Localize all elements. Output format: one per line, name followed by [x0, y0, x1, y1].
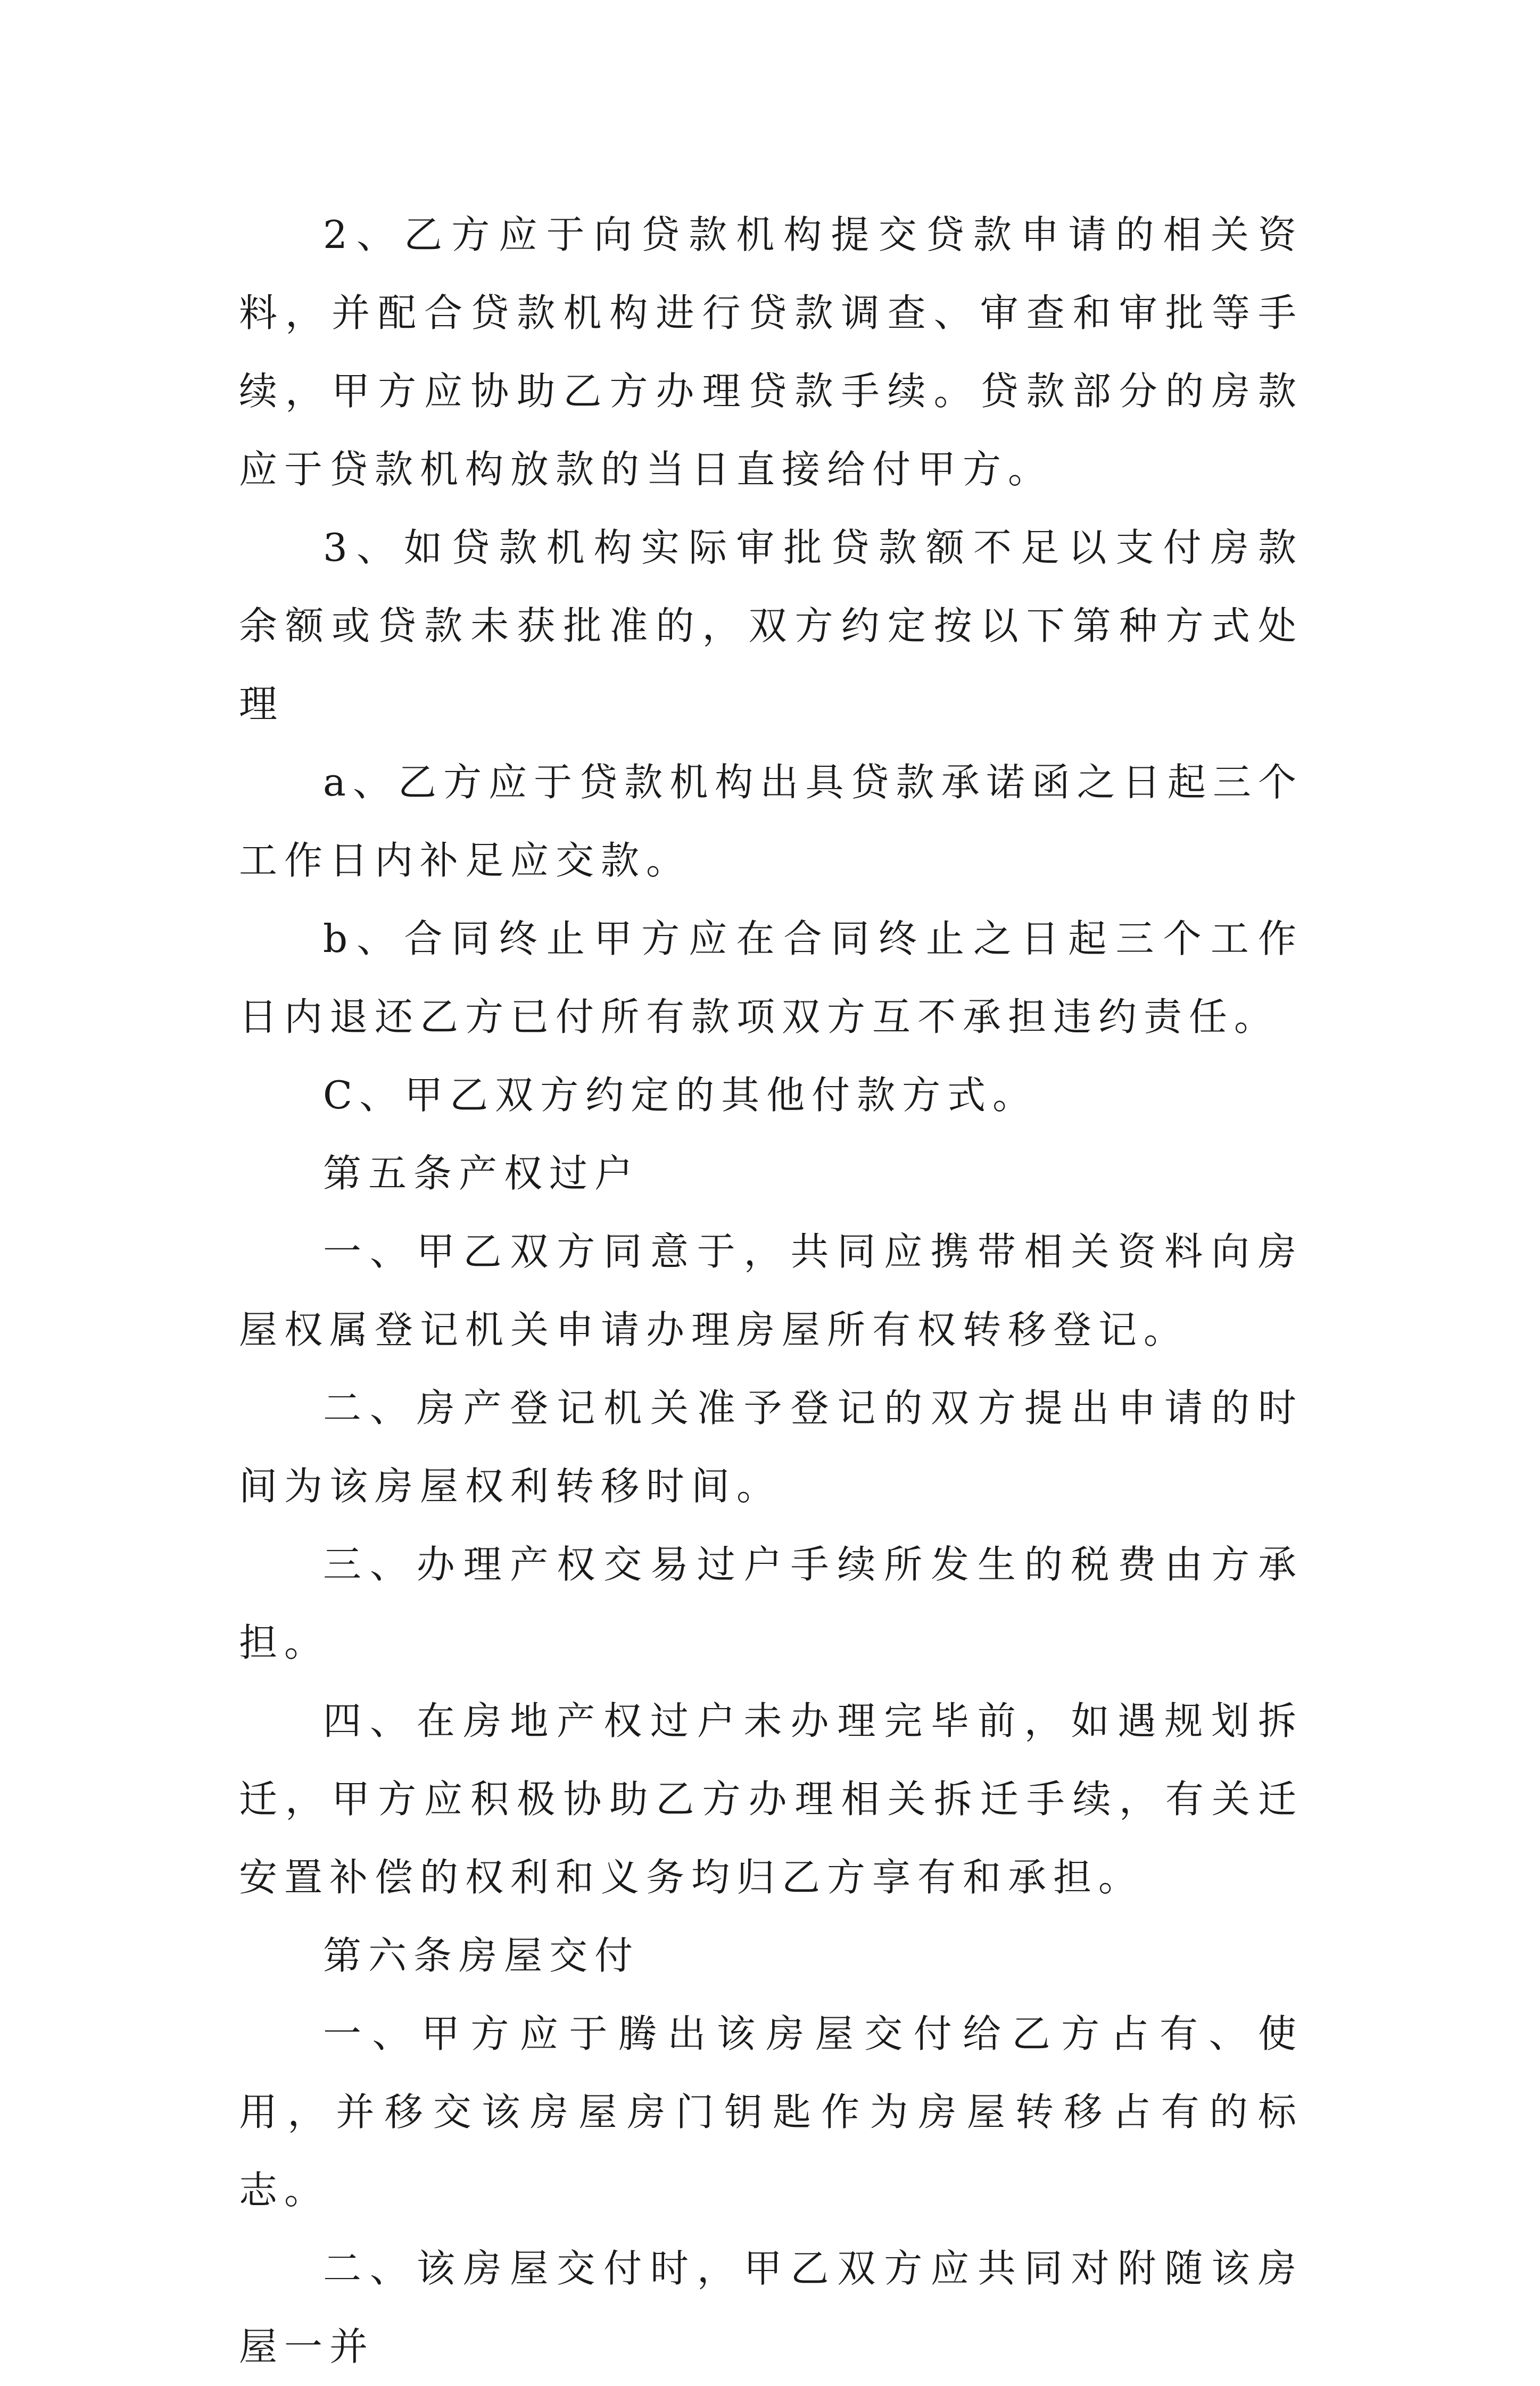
paragraph-demolition: 四、在房地产权过户未办理完毕前，如遇规划拆迁，甲方应积极协助乙方办理相关拆迁手续，有关迁安置补偿的权利和义务均归乙方享有和承担。: [239, 1699, 1303, 1900]
paragraph-option-b: b、合同终止甲方应在合同终止之日起三个工作日内退还乙方已付所有款项双方互不承担违约责任。: [239, 916, 1303, 1039]
paragraph-loan-shortfall: 3、如贷款机构实际审批贷款额不足以支付房款余额或贷款未获批准的，双方约定按以下第种方式处理: [239, 525, 1303, 726]
paragraph-option-c: C、甲乙双方约定的其他付款方式。: [323, 1073, 1038, 1117]
paragraph-transfer-taxes: 三、办理产权交易过户手续所发生的税费由方承担。: [239, 1542, 1303, 1665]
paragraph-handover: 一、甲方应于腾出该房屋交付给乙方占有、使用，并移交该房屋房门钥匙作为房屋转移占有的标志。: [239, 2011, 1303, 2213]
paragraph-transfer-registration: 一、甲乙双方同意于，共同应携带相关资料向房屋权属登记机关申请办理房屋所有权转移登记。: [239, 1229, 1303, 1352]
paragraph-loan-application: 2、乙方应于向贷款机构提交贷款申请的相关资料，并配合贷款机构进行贷款调查、审查和审批等手续，甲方应协助乙方办理贷款手续。贷款部分的房款应于贷款机构放款的当日直接给付甲方。: [239, 212, 1303, 492]
document-body: [239, 196, 1303, 2386]
paragraph-handover-inspection: 二、该房屋交付时，甲乙双方应共同对附随该房屋一并: [239, 2246, 1303, 2369]
paragraph-transfer-time: 二、房产登记机关准予登记的双方提出申请的时间为该房屋权利转移时间。: [239, 1386, 1303, 1509]
section-heading-article-6: 第六条房屋交付: [323, 1933, 640, 1978]
section-heading-article-5: 第五条产权过户: [323, 1151, 640, 1196]
paragraph-option-a: a、乙方应于贷款机构出具贷款承诺函之日起三个工作日内补足应交款。: [239, 760, 1303, 883]
